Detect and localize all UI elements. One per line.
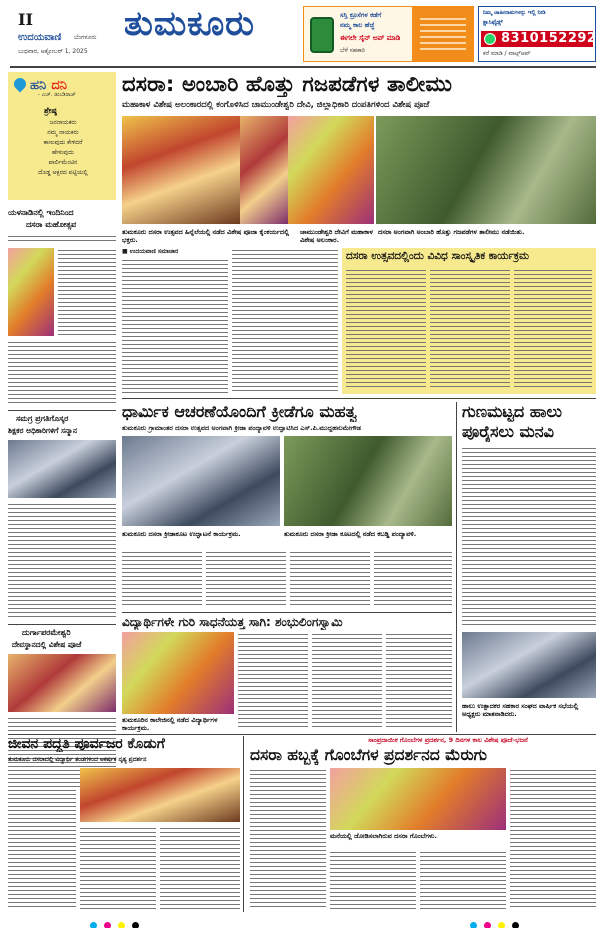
column-divider — [243, 736, 244, 912]
lead-byline: ■ ಉದಯವಾಣಿ ಸಮಾಚಾರ — [122, 248, 179, 255]
sports-subhead: ತುಮಕೂರು ಗ್ರಾಮಾಂತರ ದಸರಾ ಉತ್ಸವದ ಅಂಗವಾಗಿ ಕ್ರೀಡಾ ಪಂದ್ಯಾವಳಿ ಉದ್ಘಾಟಿಸಿದ ಎಸ್.ಪಿ.ಮುದ್ದಹನುಮೇಗೌಡ — [122, 424, 361, 432]
poem-line: ಕಾಣುವುದು ಕೇಳಿದರೆ — [43, 139, 83, 146]
black-mark — [512, 922, 519, 928]
lifestyle-headline: ಜೀವನ ಪದ್ಧತಿ ಪೂರ್ವಜರ ಕೊಡುಗೆ — [8, 736, 165, 752]
sidebar-story3-photo — [8, 654, 116, 712]
magenta-mark — [104, 922, 111, 928]
milk-body — [462, 446, 596, 628]
students-body-col1 — [238, 632, 308, 730]
drop-icon — [12, 76, 29, 93]
poem-title: ಶ್ರೇಷ್ಠ — [44, 106, 57, 115]
lead-photo-elephants — [376, 116, 596, 224]
lifestyle-subhead: ತುಮಕೂರು ದಸರಾದಲ್ಲಿ ವಿದ್ಯಾರ್ಥಿ ತಂಡಗಳಿಂದ ಆಕರ್ಷಕ ನೃತ್ಯ ಪ್ರದರ್ಶನ — [8, 756, 147, 763]
sports-caption-1: ತುಮಕೂರು ದಸರಾ ಕ್ರೀಡಾಕೂಟ ಉದ್ಘಾಟನೆ ಕಾರ್ಯಕ್ರಮ. — [122, 530, 241, 538]
students-body-col3 — [386, 632, 452, 730]
page-number: II — [18, 10, 33, 29]
students-headline: ವಿದ್ಯಾರ್ಥಿಗಳೇ ಗುರಿ ಸಾಧನೆಯತ್ತ ಸಾಗಿ: ಶಂಭುಲಿಂಗಸ್ವಾಮಿ — [122, 615, 343, 629]
sidebar-story1-subtitle: ದಸರಾ ಮಹೋತ್ಸವ — [26, 220, 77, 229]
lead-subhead: ಮಹಾಕಾಳ ವಿಶೇಷ ಅಲಂಕಾರದಲ್ಲಿ ಕಂಗೊಳಿಸಿದ ಚಾಮುಂಡೇಶ್ವರಿ ದೇವಿ, ಜಿಲ್ಲಾಧಿಕಾರಿ ದಂಪತಿಗಳಿಂದ ವಿಶೇಷ ಪೂಜೆ — [122, 100, 430, 110]
lead-caption-1: ತುಮಕೂರು ದಸರಾ ಉತ್ಸವದ ಹಿನ್ನೆಲೆಯಲ್ಲಿ ನಡೆದ ವಿಶೇಷ ಪೂಜಾ ಕೈಂಕರ್ಯದಲ್ಲಿ ಭಕ್ತರು. — [122, 228, 290, 244]
divider — [122, 612, 452, 613]
dolls-body-col2 — [330, 850, 416, 910]
color-registration-marks — [90, 914, 141, 928]
divider — [8, 734, 596, 735]
lead-caption-2: ಚಾಮುಂಡೇಶ್ವರಿ ದೇವಿಗೆ ಮಹಾಕಾಳ ವಿಶೇಷ ಅಲಂಕಾರ. — [300, 228, 373, 244]
poem-line: ನಮ್ಮ ನಾಯಕರು — [47, 129, 79, 136]
poem-line: ಪಾರ್ಲಿಮೆಂಟಿನ — [48, 159, 78, 166]
lead-photo-crowd — [122, 116, 240, 224]
sidebar-story3-subtitle: ದೇವಸ್ಥಾನದಲ್ಲಿ ವಿಶೇಷ ಪೂಜೆ — [12, 640, 82, 649]
lead-photo-goddess — [288, 116, 374, 224]
lifestyle-body-col1 — [8, 768, 76, 910]
masthead-ad-right[interactable] — [478, 6, 596, 62]
poem-line: ಜನನಾಯಕರು — [49, 119, 77, 126]
sports-headline: ಧಾರ್ಮಿಕ ಆಚರಣೆಯೊಂದಿಗೆ ಕ್ರೀಡೆಗೂ ಮಹತ್ವ — [122, 402, 357, 421]
sidebar-story3-title: ದುರ್ಗಾಪರಮೇಶ್ವರಿ — [22, 628, 71, 637]
cultural-body-col3 — [514, 268, 592, 390]
sidebar-story1-photo — [8, 248, 54, 336]
column-divider — [456, 402, 457, 732]
sidebar-story2-title: ಸಮಗ್ರ ಪ್ರಗತಿಗೊಸ್ಕರ — [16, 414, 69, 423]
milk-headline-line1: ಗುಣಮಟ್ಟದ ಹಾಲು — [462, 402, 563, 421]
students-caption: ತುಮಕೂರಿನ ಕಾಲೇಜಿನಲ್ಲಿ ನಡೆದ ವಿದ್ಯಾರ್ಥಿಗಳ ಕಾರ್ಯಕ್ರಮ. — [122, 716, 218, 732]
paper-name: ಉದಯವಾಣಿ — [18, 32, 62, 43]
ad-graphic-icon — [420, 14, 466, 54]
lifestyle-body-col3 — [160, 826, 240, 910]
sports-body-col1 — [122, 550, 202, 608]
dolls-body-col4 — [510, 768, 596, 910]
yellow-mark — [118, 922, 125, 928]
milk-headline-line2: ಪೂರೈಸಲು ಮನವಿ — [462, 422, 554, 441]
ad-text: ನಮ್ಮ ಕಾಲ ಹೆಜ್ಜೆ — [340, 21, 375, 29]
cyan-mark — [90, 922, 97, 928]
edition-label: ಬೆಂಗಳೂರು — [74, 34, 97, 41]
dolls-caption: ಮನೆಯಲ್ಲಿ ಜೋಡಿಸಲಾಗಿರುವ ದಸರಾ ಗೊಂಬೆಗಳು. — [330, 832, 437, 840]
phone-icon — [310, 17, 334, 53]
poem-line: ಹೇಳುವುದು — [52, 149, 74, 156]
ad-phone[interactable]: 8310152292 — [501, 31, 597, 46]
sports-body-col3 — [290, 550, 370, 608]
students-photo — [122, 632, 234, 714]
black-mark — [132, 922, 139, 928]
dolls-headline: ದಸರಾ ಹಬ್ಬಕ್ಕೆ ಗೊಂಬೆಗಳ ಪ್ರದರ್ಶನದ ಮೆರುಗು — [250, 746, 487, 764]
sidebar-story2-text — [8, 502, 116, 620]
sidebar-story2-subtitle: ಶಿಕ್ಷಕರ ಅಧಿಕಾರಿಗಳಿಗೆ ಸನ್ಮಾನ — [8, 426, 78, 435]
cultural-body-col1 — [346, 268, 426, 390]
sidebar-story1-title: ಯಳನಾಡಿನಲ್ಲಿ ಇಂದಿನಿಂದ — [8, 208, 74, 217]
sports-photo-1 — [122, 436, 280, 526]
issue-date: ಬುಧವಾರ, ಅಕ್ಟೋಬರ್ 1, 2025 — [18, 48, 88, 55]
divider — [122, 398, 596, 399]
divider — [8, 624, 116, 625]
ad-text: ಕ್ಲಾಸಿಫೈಡ್ಸ್ — [483, 19, 503, 26]
column-author: - ಎಚ್. ಡುಂಡಿರಾಜ್ — [38, 92, 76, 98]
sidebar-story1-text — [8, 234, 116, 244]
dolls-body-col3 — [420, 850, 506, 910]
ad-text: ಈಗಲೇ ಸೈನ್ ಅಪ್ ಮಾಡಿ — [340, 34, 401, 42]
lead-body-col1 — [122, 258, 228, 394]
sports-photo-2 — [284, 436, 452, 526]
sports-body-col2 — [206, 550, 286, 608]
divider — [8, 410, 116, 411]
ad-text: ಸಸ್ತಿ ಕ್ರೂಸೆಗಳ ಕಡೆಗೆ — [340, 11, 382, 19]
logo-main: ದನಿ — [51, 78, 67, 93]
lifestyle-photo — [80, 768, 240, 822]
students-body-col2 — [312, 632, 382, 730]
dolls-photo — [330, 768, 506, 830]
color-registration-marks — [470, 914, 521, 928]
section-title: ತುಮಕೂರು — [124, 4, 255, 44]
cultural-headline: ದಸರಾ ಉತ್ಸವದಲ್ಲಿಂದು ವಿವಿಧ ಸಾಂಸ್ಕೃತಿಕ ಕಾರ್ಯಕ್ರಮ — [346, 250, 530, 262]
cultural-body-col2 — [430, 268, 510, 390]
dolls-body-col1 — [250, 768, 326, 910]
dolls-kicker: ಸಾಂಪ್ರದಾಯಿಕ ಗೊಂಬೆಗಳ ಪ್ರದರ್ಶನ, 9 ದಿನಗಳ ಕಾಲ ವಿಶೇಷ ಪೂಜೆ-ಭಜನೆ — [368, 736, 528, 744]
logo-prefix: ಹನಿ — [30, 78, 47, 93]
ad-text: ನಿಮ್ಮ ಜಾಹೀರಾತುಗಳನ್ನು ಇಲ್ಲಿ ನೀಡಿ — [483, 10, 546, 16]
lifestyle-body-col2 — [80, 826, 156, 910]
poem-line: ದೊಡ್ಡ ಅಕ್ಷರದ ಪಟ್ಟಿಯಲ್ಲಿ — [38, 169, 88, 176]
sidebar-story1-text — [58, 248, 116, 336]
column-logo — [30, 74, 67, 93]
masthead — [0, 0, 600, 70]
milk-caption: ಹಾಲು ಉತ್ಪಾದಕರ ಸಹಕಾರ ಸಂಘದ ವಾರ್ಷಿಕ ಸಭೆಯಲ್ಲಿ ಅಧ್ಯಕ್ಷರು ಮಾತನಾಡಿದರು. — [462, 702, 579, 718]
cyan-mark — [470, 922, 477, 928]
lead-photo-crowd — [240, 116, 288, 224]
ad-text: ಕರೆ ಮಾಡಿ / ವಾಟ್ಸ್ಆಪ್ — [483, 50, 531, 57]
whatsapp-icon — [484, 33, 496, 45]
poem-body — [18, 118, 108, 178]
sidebar-story2-photo — [8, 440, 116, 498]
sidebar-story1-text — [8, 340, 116, 406]
yellow-mark — [498, 922, 505, 928]
sports-caption-2: ತುಮಕೂರು ದಸರಾ ಕ್ರೀಡಾ ಕೂಟದಲ್ಲಿ ನಡೆದ ಕಬಡ್ಡಿ ಪಂದ್ಯಾವಳಿ. — [284, 530, 417, 538]
magenta-mark — [484, 922, 491, 928]
sports-body-col4 — [374, 550, 452, 608]
sidebar — [8, 72, 116, 790]
milk-photo — [462, 632, 596, 698]
phone-number-strip — [481, 31, 597, 47]
lead-caption-3: ದಸರಾ ಅಂಗವಾಗಿ ಅಂಬಾರಿ ಹೊತ್ತು ಗಜಪಡೆಗಳ ತಾಲೀಮು ನಡೆಯಿತು. — [378, 228, 525, 236]
hani-dani-box — [8, 72, 116, 200]
ad-text: ಬೆಳೆ ಸಹಕಾರಿ — [340, 47, 366, 54]
masthead-ad-mid[interactable] — [412, 6, 474, 62]
masthead-divider — [10, 66, 596, 68]
lead-headline: ದಸರಾ: ಅಂಬಾರಿ ಹೊತ್ತು ಗಜಪಡೆಗಳ ತಾಲೀಮು — [122, 72, 453, 96]
lead-body-col2 — [232, 248, 338, 394]
